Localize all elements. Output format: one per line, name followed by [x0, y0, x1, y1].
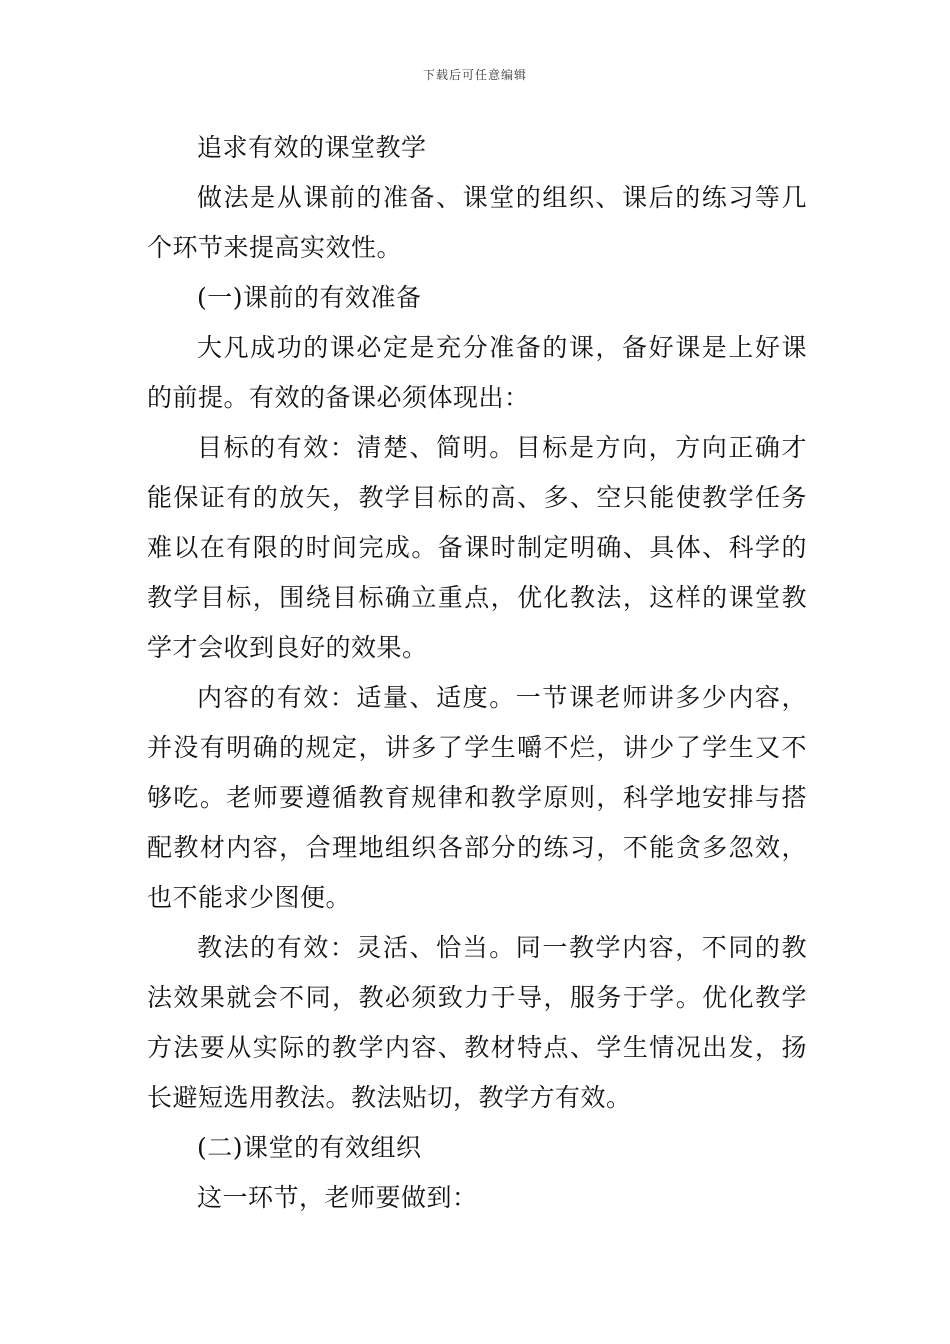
paragraph-requirement: 这一环节，老师要做到：	[197, 1183, 478, 1212]
paragraph-content: 内容的有效：适量、适度。一节课老师讲多少内容，并没有明确的规定，讲多了学生嚼不烂，讲少了学生又不够吃。老师要遵循教育规律和教学原则，科学地安排与搭配教材内容，合理地组织各部分的练习，不能贪多忽效，也不能求少图便。	[147, 683, 807, 912]
document-body	[147, 123, 807, 1223]
paragraph-method: 教法的有效：灵活、恰当。同一教学内容，不同的教法效果就会不同，教必须致力于导，服务于学。优化教学方法要从实际的教学内容、教材特点、学生情况出发，扬长避短选用教法。教法贴切，教学方有效。	[147, 933, 807, 1112]
paragraph-preparation: 大凡成功的课必定是充分准备的课，备好课是上好课的前提。有效的备课必须体现出：	[147, 333, 807, 412]
section-heading-1: (一)课前的有效准备	[197, 283, 422, 312]
document-title: 追求有效的课堂教学	[197, 133, 427, 162]
paragraph-intro: 做法是从课前的准备、课堂的组织、课后的练习等几个环节来提高实效性。	[147, 183, 807, 262]
header-note: 下载后可任意编辑	[422, 68, 527, 82]
paragraph-goal: 目标的有效：清楚、简明。目标是方向，方向正确才能保证有的放矢，教学目标的高、多、空只能使教学任务难以在有限的时间完成。备课时制定明确、具体、科学的教学目标，围绕目标确立重点，优化教法，这样的课堂教学才会收到良好的效果。	[147, 433, 807, 662]
section-heading-2: (二)课堂的有效组织	[197, 1133, 422, 1162]
